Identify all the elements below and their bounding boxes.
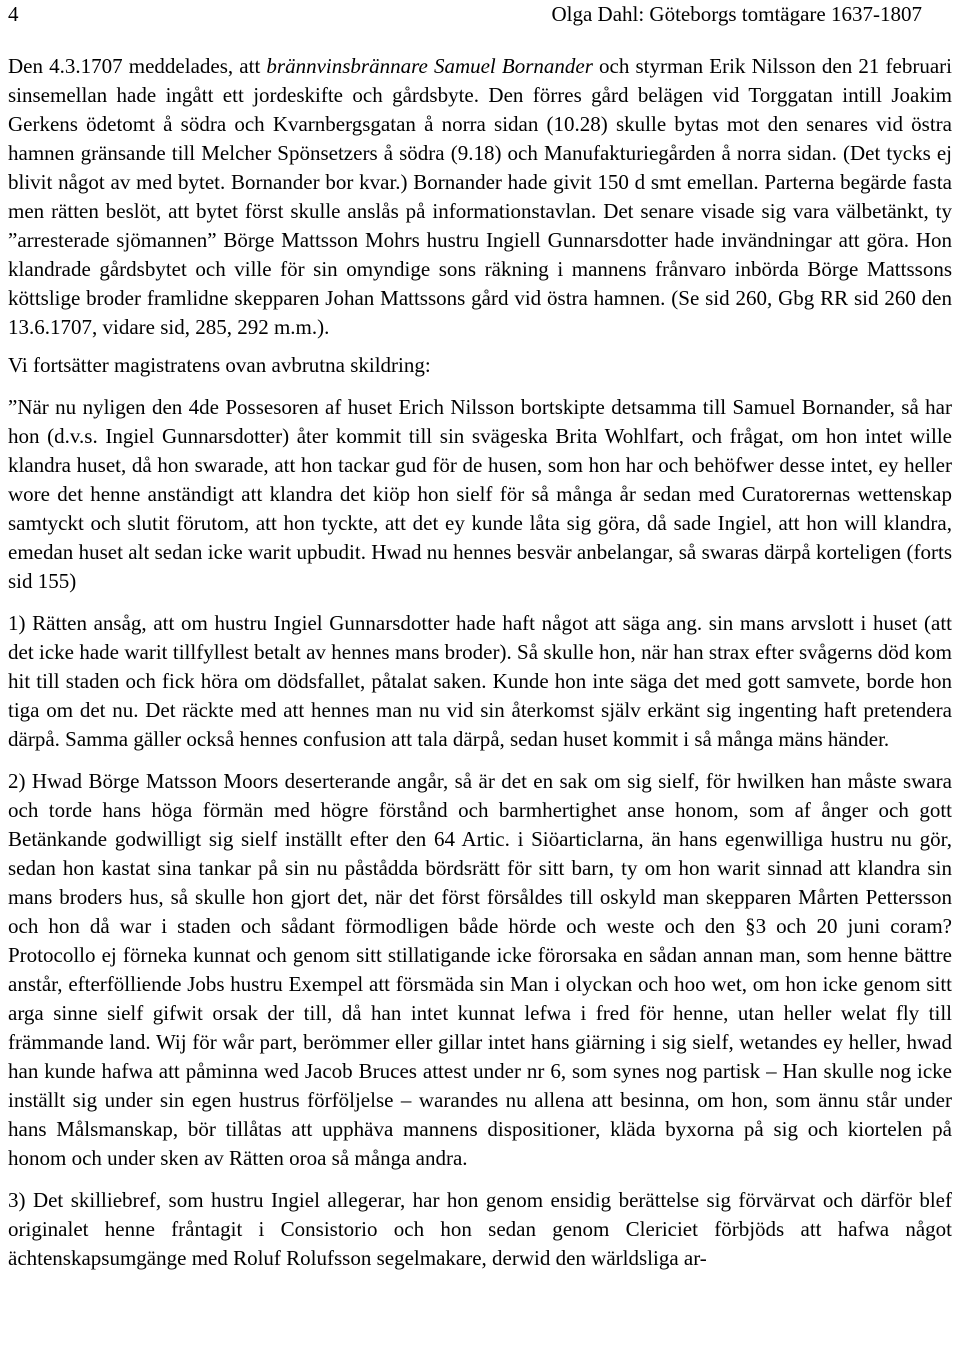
paragraph-1-rest: och styrman Erik Nilsson den 21 februari sinsemellan hade ingått ett jordeskifte och gårdsbyte. Den förres gård belägen vid Torggatan intill Joakim Gerkens ödetomt å södra och Kvarnbergsgatan å norra sidan (10.28) skulle bytas mot den senares vid östra hamnen gränsande till Melcher Spönsetzers å södra (9.18) och Manufakturiegården å norra sidan. (Det tycks ej blivit något av med bytet. Bornander bor kvar.) Bornander hade givit 150 d smt emellan. Parterna begärde fasta men rätten beslöt, att bytet först skulle anslås på informationstavlan. Det senare visade sig vara välbetänkt, ty ”arresterade sjömannen” Börge Mattsson Mohrs hustru Ingiell Gunnarsdotter hade invändningar att göra. Hon klandrade gårdsbytet och ville för sin omyndige sons räkning i mannens frånvaro inbörda Börge Mattssons köttslige broder framlidne skepparen Johan Mattssons gård vid östra hamnen. (Se sid 260, Gbg RR sid 260 den 13.6.1707, vidare sid, 285, 292 m.m.). [8, 54, 952, 339]
point-3-paragraph: 3) Det skilliebref, som hustru Ingiel allegerar, har hon genom ensidig berättelse sig förvärvat och därför blef originalet henne fråntagit i Consistorio och hon sedan genom Clericiet förbjöds att hafwa något ächtenskapsumgänge med Roluf Rolufsson segelmakare, derwid den wärldsliga ar- [8, 1188, 952, 1270]
running-title: Olga Dahl: Göteborgs tomtägare 1637-1807 [551, 2, 922, 26]
page-number: 4 [8, 2, 19, 26]
paragraph-1 [8, 52, 952, 342]
document-page [8, 0, 952, 1273]
paragraph-2: Vi fortsätter magistratens ovan avbrutna skildring: [8, 353, 431, 377]
page-header [8, 0, 952, 40]
paragraph-1-emphasis: brännvinsbrännare Samuel Bornander [266, 54, 593, 78]
point-2-paragraph: 2) Hwad Börge Matsson Moors deserterande angår, så är det en sak om sig sielf, för hwilken han måste swara och torde hans höga förmän med högre förstånd och barmhertighet anse honom, som af ånger och gott Betänkande godwilligt sig sielf inställt efter den 64 Artic. i Siöarticlarna, än hans egenwilliga hustru nu gör, sedan hon kastat sina tankar på sin nu påstådda bördsrätt för sitt barn, ty om hon warit sinnad att klandra sin mans broders hus, så skulle hon gjort det, när det först försåldes till oskyld man skepparen Mårten Pettersson och hon då war i staden och sådant förmodligen både hörde och weste och den §3 och 20 juni coram? Protocollo ej förneka kunnat och genom sitt stillatigande icke förorsaka en sådan annan man, som henne bättre anstår, efterfölliende Jobs hustru Exempel att försmäda sin Man i olyckan och hoo wet, om hon icke genom sitt arga sinne sielf gifwit orsak der till, då han intet kunnat lefwa i fred för henne, utan heller welat fly till främmande land. Wij för wår part, berömmer eller gillar intet hans giärning i sig sielf, wetandes ey heller, hwad han kunde hafwa att påminna wed Jacob Bruces attest under nr 6, som synes nog partisk – Han skulle nog icke inställt sig under sin egen hustrus förföljelse – warandes nu allena att besinna, om hon, som ännu står under hans Målsmanskap, bör tillåtas att upphäva mannens dispositioner, kläda byxorna på sig och kiortelen på honom och under sken av Rätten oroa så många andra. [8, 769, 952, 1170]
paragraph-1-start: Den 4.3.1707 meddelades, att [8, 54, 267, 78]
point-1-paragraph: 1) Rätten ansåg, att om hustru Ingiel Gunnarsdotter hade haft något att säga ang. sin mans arvslott i huset (att det icke hade warit tillfyllest betalt av hennes mans broder). Så skulle hon, när han strax efter svågerns död kom hit till staden och fick höra om dödsfallet, påtalat saken. Kunde hon inte säga det med gott samvete, borde hon tiga om det nu. Det räckte med att hennes man nu vid sin återkomst själv erkänt sig ingenting haft pretendera därpå. Samma gäller också hennes confusion att tala därpå, sedan huset kommit i så många mäns händer. [8, 611, 952, 751]
quote-paragraph: ”När nu nyligen den 4de Possesoren af huset Erich Nilsson bortskipte detsamma till Samuel Bornander, så har hon (d.v.s. Ingiel Gunnarsdotter) åter kommit till sin svägeska Brita Wohlfart, och frågat, om hon intet wille klandra huset, då hon swarade, att hon tackar gud för de husen, som hon har och behöfwer desse intet, ey heller wore det henne anständigt att klandra det kiöp hon sielf för så många år sedan med Curatorernas wettenskap samtyckt och slutit förutom, att hon tyckte, att det ey kunde låta sig göra, då sade Ingiel, att hon will klandra, emedan huset alt sedan icke warit upbudit. Hwad nu hennes besvär anbelangar, så swaras därpå korteligen (forts sid 155) [8, 395, 952, 593]
